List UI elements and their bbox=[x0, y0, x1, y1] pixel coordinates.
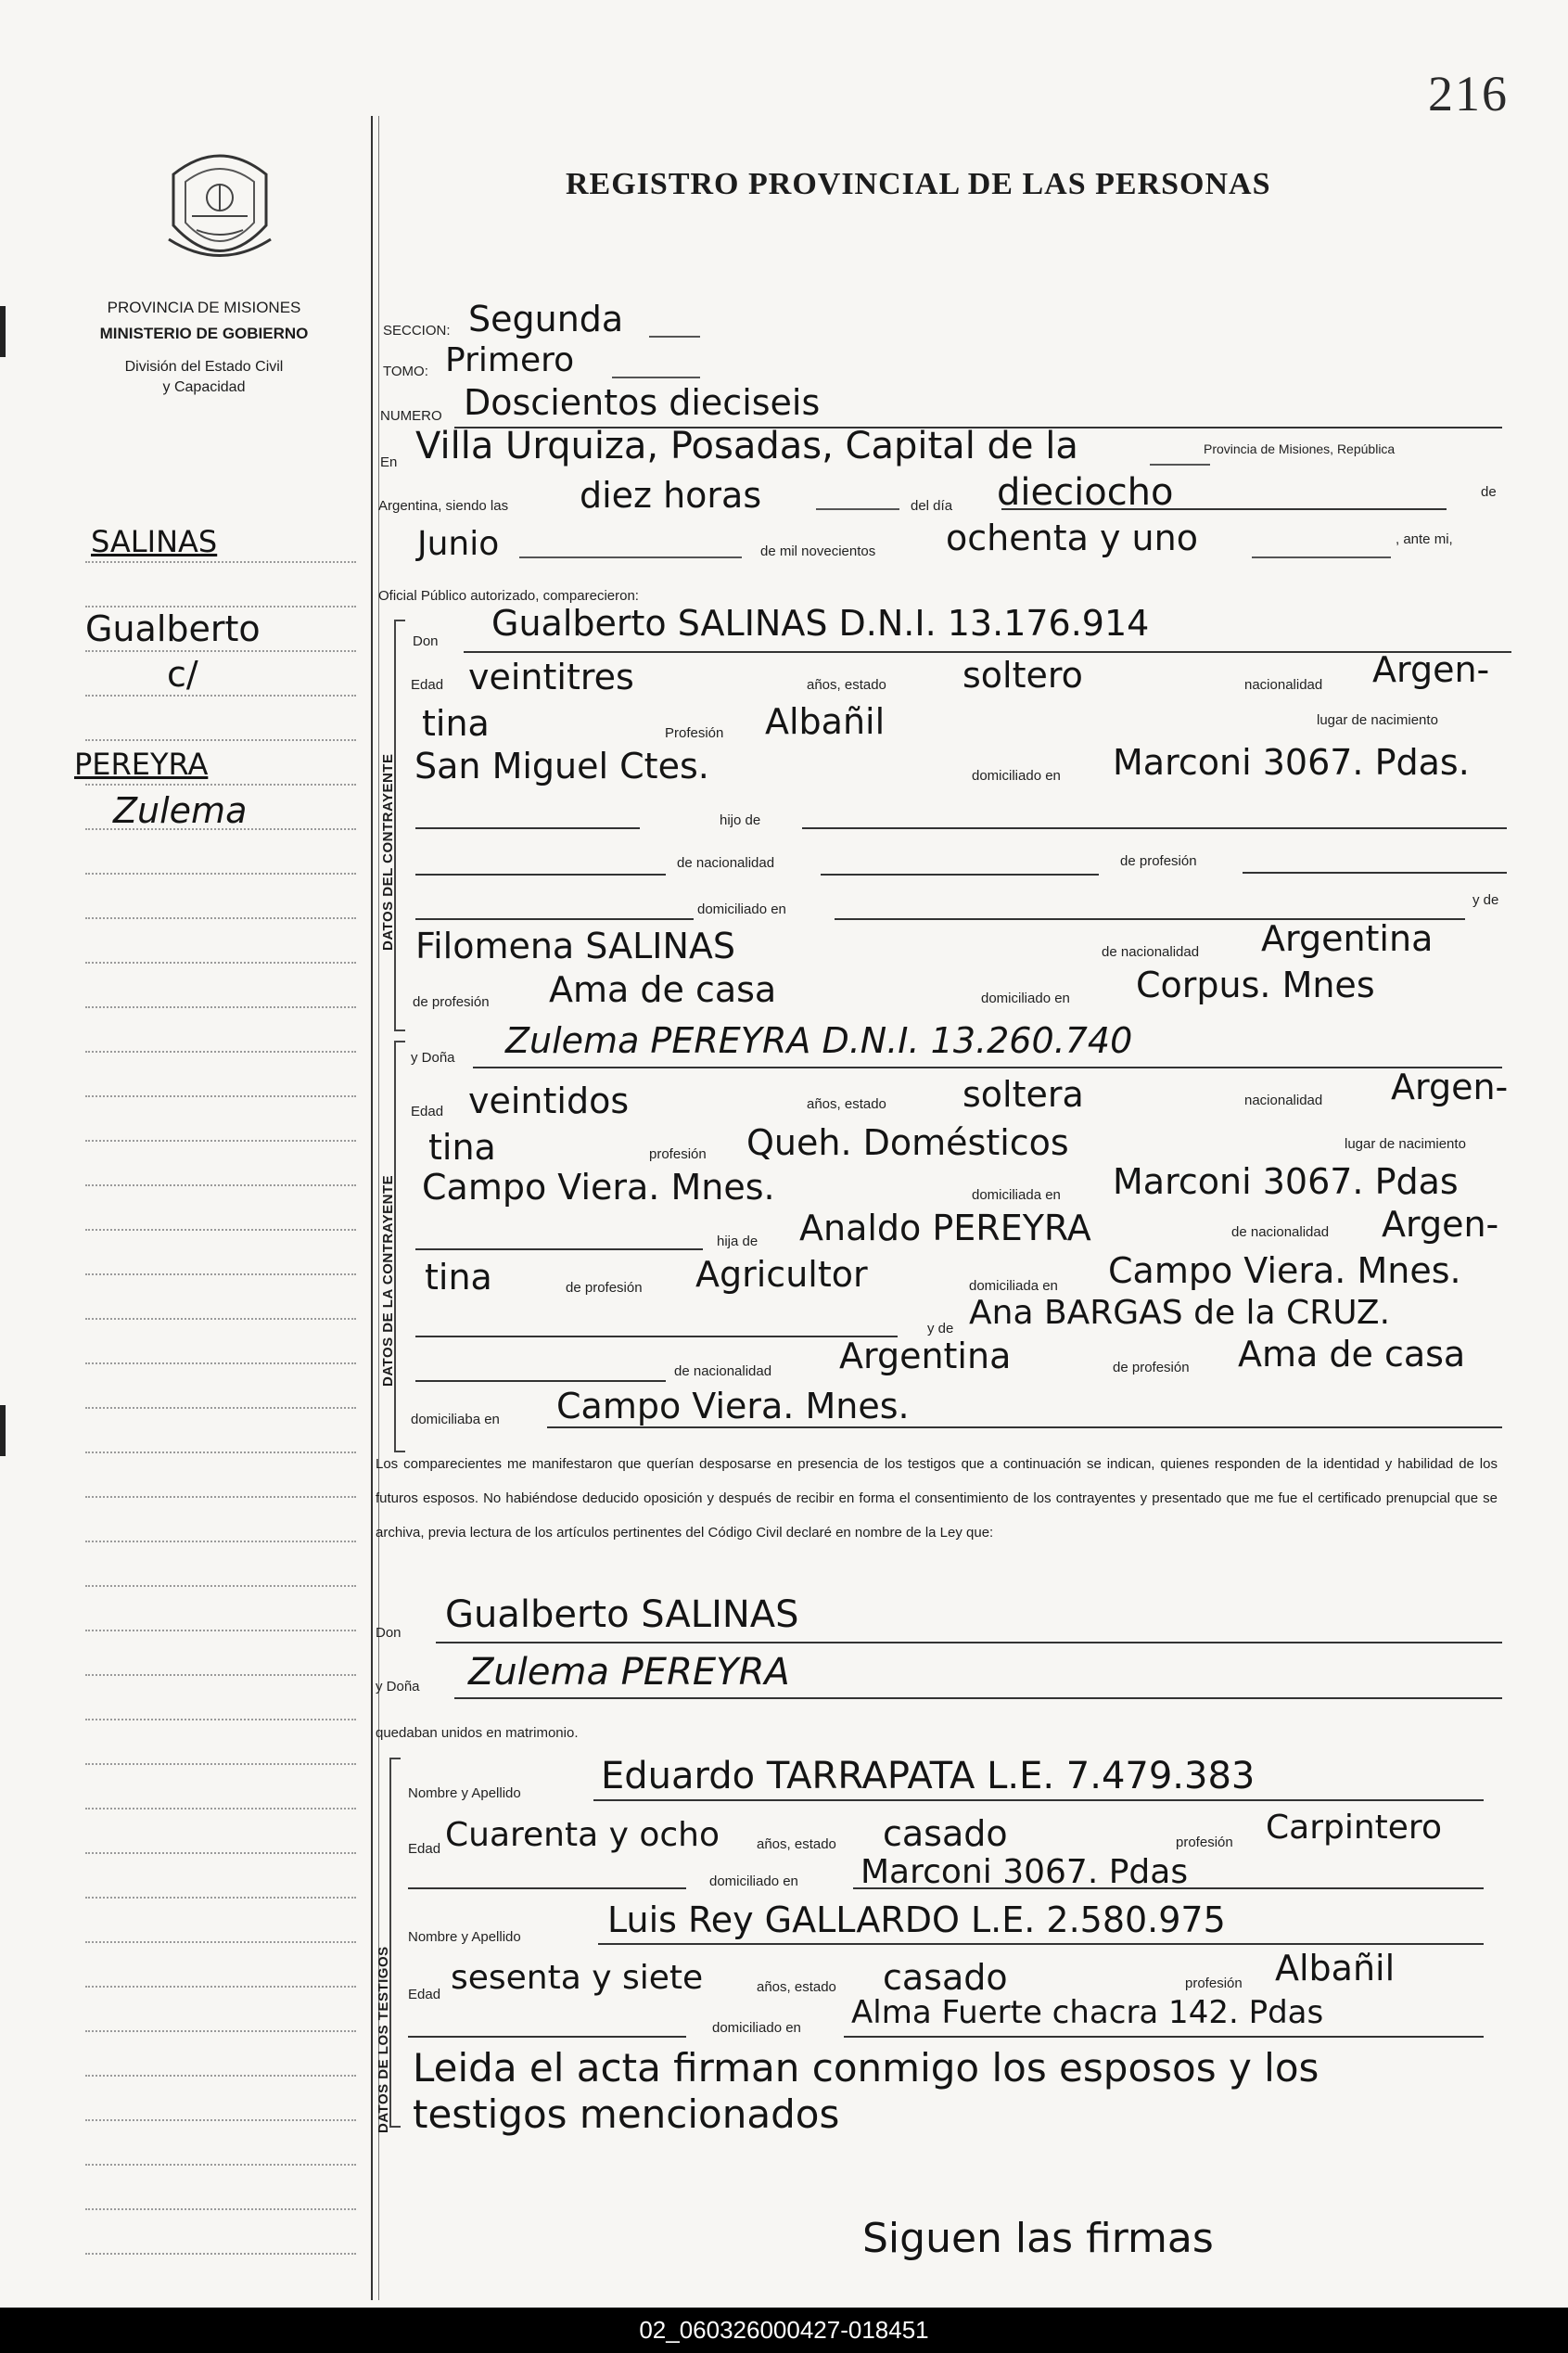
value-bride-name: Zulema PEREYRA D.N.I. 13.260.740 bbox=[505, 1020, 1133, 1061]
value-bride-father: Analdo PEREYRA bbox=[799, 1208, 1091, 1248]
rule-line bbox=[598, 1943, 1484, 1945]
fill-line bbox=[1150, 464, 1210, 466]
margin-dotted-line bbox=[85, 1006, 356, 1008]
value-witness2-profession: Albañil bbox=[1275, 1948, 1396, 1989]
label-de: de bbox=[1481, 484, 1497, 500]
rule-line bbox=[415, 827, 640, 829]
rule-line bbox=[415, 1380, 666, 1382]
rule-line bbox=[436, 1642, 1502, 1643]
label-en: En bbox=[380, 454, 398, 470]
label-nombre-apellido: Nombre y Apellido bbox=[408, 1785, 521, 1801]
value-groom-profession: Albañil bbox=[765, 701, 886, 742]
label-hija-de: hija de bbox=[717, 1234, 759, 1249]
rule-line bbox=[415, 1248, 703, 1250]
value-bride-mother-address: Campo Viera. Mnes. bbox=[556, 1386, 910, 1426]
label-ante-mi: , ante mi, bbox=[1396, 531, 1453, 547]
value-bride-status: soltera bbox=[962, 1074, 1084, 1115]
margin-dotted-line bbox=[85, 2253, 356, 2255]
label-domiciliado-en-3: domiciliado en bbox=[981, 991, 1070, 1006]
value-declared-groom: Gualberto SALINAS bbox=[445, 1593, 799, 1636]
rule-line bbox=[1243, 872, 1507, 874]
fill-line bbox=[519, 556, 742, 558]
value-anio: ochenta y uno bbox=[946, 518, 1198, 558]
margin-dotted-line bbox=[85, 1986, 356, 1988]
value-bride-mother: Ana BARGAS de la CRUZ. bbox=[969, 1294, 1391, 1332]
value-witness1-age: Cuarenta y ocho bbox=[445, 1816, 720, 1854]
label-hijo-de: hijo de bbox=[720, 812, 761, 828]
value-seccion: Segunda bbox=[468, 299, 624, 339]
label-y-de-2: y de bbox=[927, 1321, 954, 1336]
label-quedaban-unidos: quedaban unidos en matrimonio. bbox=[376, 1725, 579, 1741]
rule-line bbox=[454, 1697, 1502, 1699]
rule-line bbox=[415, 918, 694, 920]
label-profesion-2: profesión bbox=[649, 1146, 707, 1162]
label-provincia-republica: Provincia de Misiones, República bbox=[1204, 441, 1396, 456]
value-groom-address: Marconi 3067. Pdas. bbox=[1113, 742, 1470, 783]
margin-dotted-line bbox=[85, 1496, 356, 1498]
label-de-nacionalidad-2: de nacionalidad bbox=[1102, 944, 1200, 960]
margin-dotted-line bbox=[85, 1362, 356, 1364]
label-anos-estado-2: años, estado bbox=[807, 1096, 886, 1112]
margin-dotted-line bbox=[85, 1229, 356, 1231]
institution-province: PROVINCIA DE MISIONES bbox=[107, 299, 301, 316]
label-domiciliaba-en: domiciliaba en bbox=[411, 1412, 500, 1427]
label-edad-2: Edad bbox=[411, 1104, 444, 1119]
label-domiciliado-en: domiciliado en bbox=[972, 768, 1061, 784]
label-domiciliada-en-2: domiciliada en bbox=[969, 1278, 1058, 1294]
margin-dotted-line bbox=[85, 606, 356, 607]
value-bride-mother-profession: Ama de casa bbox=[1238, 1334, 1466, 1375]
margin-dotted-line bbox=[85, 650, 356, 652]
document-title: REGISTRO PROVINCIAL DE LAS PERSONAS bbox=[566, 167, 1271, 201]
label-seccion: SECCION: bbox=[383, 323, 451, 339]
value-groom-nationality-b: tina bbox=[422, 703, 490, 744]
label-domiciliado-en-5: domiciliado en bbox=[712, 2020, 801, 2036]
value-witness2-address: Alma Fuerte chacra 142. Pdas bbox=[851, 1994, 1324, 2031]
value-groom-mother-nationality: Argentina bbox=[1261, 918, 1434, 959]
label-edad-4: Edad bbox=[408, 1987, 441, 2002]
margin-dotted-line bbox=[85, 695, 356, 697]
value-bride-father-address: Campo Viera. Mnes. bbox=[1108, 1250, 1461, 1291]
value-bride-father-nationality-b: tina bbox=[425, 1257, 492, 1298]
rule-line bbox=[473, 1067, 1502, 1068]
label-profesion: Profesión bbox=[665, 725, 724, 741]
label-y-dona-2: y Doña bbox=[376, 1679, 420, 1694]
label-de-profesion-2: de profesión bbox=[413, 994, 490, 1010]
rule-line bbox=[408, 1887, 686, 1889]
rule-line bbox=[464, 651, 1511, 653]
label-nombre-apellido-2: Nombre y Apellido bbox=[408, 1929, 521, 1945]
rule-line bbox=[415, 1336, 898, 1337]
value-groom-mother: Filomena SALINAS bbox=[415, 926, 736, 966]
margin-dotted-line bbox=[85, 1140, 356, 1142]
margin-dotted-line bbox=[85, 1318, 356, 1320]
label-domiciliada-en: domiciliada en bbox=[972, 1187, 1061, 1203]
label-anos-estado: años, estado bbox=[807, 677, 886, 693]
label-anos-estado-4: años, estado bbox=[757, 1979, 836, 1995]
value-groom-mother-profession: Ama de casa bbox=[549, 969, 777, 1010]
label-de-profesion-4: de profesión bbox=[1113, 1360, 1190, 1375]
label-profesion-4: profesión bbox=[1185, 1976, 1243, 1991]
label-oficial-publico: Oficial Público autorizado, comparecieron: bbox=[378, 588, 639, 604]
label-de-nacionalidad: de nacionalidad bbox=[677, 855, 775, 871]
label-don: Don bbox=[413, 633, 439, 649]
value-bride-nationality-a: Argen- bbox=[1391, 1067, 1509, 1107]
margin-dotted-line bbox=[85, 1719, 356, 1720]
rule-line bbox=[593, 1799, 1484, 1801]
section-label-witnesses: DATOS DE LOS TESTIGOS bbox=[376, 1946, 391, 2133]
rule-line bbox=[547, 1426, 1502, 1428]
margin-dotted-line bbox=[85, 2164, 356, 2166]
margin-dotted-line bbox=[85, 561, 356, 563]
fill-line bbox=[1252, 556, 1391, 558]
margin-conjunction: c/ bbox=[167, 654, 198, 695]
value-numero: Doscientos dieciseis bbox=[464, 382, 821, 423]
value-bride-mother-nationality: Argentina bbox=[839, 1336, 1012, 1376]
value-groom-name: Gualberto SALINAS D.N.I. 13.176.914 bbox=[491, 603, 1150, 644]
value-declared-bride: Zulema PEREYRA bbox=[468, 1651, 790, 1694]
value-bride-age: veintidos bbox=[468, 1081, 630, 1121]
value-groom-birthplace: San Miguel Ctes. bbox=[414, 746, 709, 786]
margin-name-bride: Zulema bbox=[113, 790, 248, 831]
margin-dotted-line bbox=[85, 1051, 356, 1053]
binding-mark bbox=[0, 306, 6, 357]
margin-dotted-line bbox=[85, 1941, 356, 1943]
label-lugar-nacimiento-2: lugar de nacimiento bbox=[1345, 1136, 1466, 1152]
value-groom-status: soltero bbox=[962, 655, 1083, 696]
margin-dotted-line bbox=[85, 1585, 356, 1587]
fill-line bbox=[612, 377, 700, 378]
value-witness1-status: casado bbox=[883, 1813, 1008, 1854]
label-de-nacionalidad-3: de nacionalidad bbox=[1231, 1224, 1330, 1240]
section-label-bride: DATOS DE LA CONTRAYENTE bbox=[380, 1174, 396, 1387]
value-groom-age: veintitres bbox=[468, 657, 634, 697]
margin-dotted-line bbox=[85, 1095, 356, 1097]
margin-dotted-line bbox=[85, 1451, 356, 1453]
rule-line bbox=[1001, 508, 1447, 510]
margin-rule bbox=[371, 116, 373, 2300]
margin-dotted-line bbox=[85, 2208, 356, 2210]
rule-line bbox=[853, 1887, 1484, 1889]
margin-name-groom: Gualberto bbox=[85, 608, 261, 649]
rule-line bbox=[415, 874, 666, 876]
label-don-2: Don bbox=[376, 1625, 402, 1641]
label-edad-3: Edad bbox=[408, 1841, 441, 1857]
institution-division-line2: y Capacidad bbox=[162, 379, 246, 395]
value-mes: Junio bbox=[417, 525, 500, 563]
value-bride-father-nationality-a: Argen- bbox=[1382, 1204, 1499, 1245]
rule-line bbox=[802, 827, 1507, 829]
margin-dotted-line bbox=[85, 1808, 356, 1810]
label-argentina-siendo: Argentina, siendo las bbox=[378, 498, 509, 514]
declaration-paragraph: Los comparecientes me manifestaron que querían desposarse en presencia de los testigos que a continuación se indican, quienes responden de la identidad y habilidad de los futuros esposos. No habiéndose deducido oposición y después de recibir en forma el consentimiento de los contrayentes y presentado que me fue el certificado prenupcial que se archiva, previa lectura de los artículos pertinentes del Código Civil declaré en nombre de la Ley que: bbox=[376, 1456, 1498, 1541]
value-witness1-profession: Carpintero bbox=[1266, 1809, 1442, 1847]
label-de-mil-novecientos: de mil novecientos bbox=[760, 543, 876, 559]
margin-dotted-line bbox=[85, 1541, 356, 1542]
label-domiciliado-en-2: domiciliado en bbox=[697, 902, 786, 917]
margin-dotted-line bbox=[85, 1407, 356, 1409]
margin-dotted-line bbox=[85, 962, 356, 964]
label-nacionalidad: nacionalidad bbox=[1244, 677, 1323, 693]
label-tomo: TOMO: bbox=[383, 364, 428, 379]
value-bride-nationality-b: tina bbox=[428, 1127, 496, 1168]
fill-line bbox=[649, 336, 700, 338]
margin-dotted-line bbox=[85, 1852, 356, 1854]
value-groom-nationality-a: Argen- bbox=[1372, 649, 1490, 690]
label-edad: Edad bbox=[411, 677, 444, 693]
binding-mark bbox=[0, 1405, 6, 1456]
label-del-dia: del día bbox=[911, 498, 953, 514]
label-y-de: y de bbox=[1472, 892, 1499, 908]
value-bride-birthplace: Campo Viera. Mnes. bbox=[422, 1167, 775, 1208]
label-anos-estado-3: años, estado bbox=[757, 1836, 836, 1852]
label-profesion-3: profesión bbox=[1176, 1835, 1233, 1850]
rule-line bbox=[408, 2036, 686, 2038]
label-lugar-nacimiento: lugar de nacimiento bbox=[1317, 712, 1438, 728]
margin-dotted-line bbox=[85, 1763, 356, 1765]
rule-line bbox=[844, 2036, 1484, 2038]
folio-number: 216 bbox=[1428, 66, 1509, 121]
value-witness2-age: sesenta y siete bbox=[451, 1959, 704, 1997]
institution-division-line1: División del Estado Civil bbox=[124, 359, 284, 375]
value-bride-address: Marconi 3067. Pdas bbox=[1113, 1161, 1459, 1202]
margin-dotted-line bbox=[85, 2030, 356, 2032]
signatures-follow-note: Siguen las firmas bbox=[862, 2215, 1214, 2262]
coat-of-arms-seal bbox=[159, 147, 280, 272]
label-domiciliado-en-4: domiciliado en bbox=[709, 1873, 798, 1889]
image-id-bar: 02_060326000427-018451 bbox=[0, 2308, 1568, 2353]
label-numero: NUMERO bbox=[380, 408, 442, 424]
margin-dotted-line bbox=[85, 784, 356, 786]
fill-line bbox=[816, 508, 899, 510]
margin-surname-groom: SALINAS bbox=[91, 524, 218, 559]
label-de-profesion-3: de profesión bbox=[566, 1280, 643, 1296]
margin-dotted-line bbox=[85, 2119, 356, 2121]
rule-line bbox=[821, 874, 1099, 876]
label-nacionalidad-2: nacionalidad bbox=[1244, 1093, 1323, 1108]
note-line1: Leida el acta firman conmigo los esposos y los bbox=[413, 2045, 1319, 2091]
margin-dotted-line bbox=[85, 917, 356, 919]
value-bride-father-profession: Agricultor bbox=[695, 1254, 868, 1295]
value-bride-profession: Queh. Domésticos bbox=[746, 1122, 1069, 1163]
value-hora: diez horas bbox=[580, 475, 762, 516]
value-witness2-name: Luis Rey GALLARDO L.E. 2.580.975 bbox=[607, 1899, 1226, 1940]
margin-dotted-line bbox=[85, 1630, 356, 1631]
margin-dotted-line bbox=[85, 873, 356, 875]
value-witness2-status: casado bbox=[883, 1957, 1008, 1998]
section-label-groom: DATOS DEL CONTRAYENTE bbox=[380, 753, 396, 951]
margin-dotted-line bbox=[85, 2075, 356, 2077]
margin-dotted-line bbox=[85, 1273, 356, 1275]
value-witness1-name: Eduardo TARRAPATA L.E. 7.479.383 bbox=[601, 1755, 1256, 1797]
institution-ministry: MINISTERIO DE GOBIERNO bbox=[99, 325, 309, 342]
value-tomo: Primero bbox=[445, 341, 575, 379]
margin-dotted-line bbox=[85, 1674, 356, 1676]
institution-division bbox=[56, 357, 352, 398]
label-de-profesion: de profesión bbox=[1120, 853, 1197, 869]
margin-surname-bride: PEREYRA bbox=[74, 747, 209, 782]
margin-dotted-line bbox=[85, 1897, 356, 1899]
value-groom-mother-address: Corpus. Mnes bbox=[1136, 965, 1375, 1005]
label-de-nacionalidad-4: de nacionalidad bbox=[674, 1363, 772, 1379]
margin-dotted-line bbox=[85, 1184, 356, 1186]
margin-dotted-line bbox=[85, 739, 356, 741]
value-dia: dieciocho bbox=[997, 471, 1174, 514]
value-witness1-address: Marconi 3067. Pdas bbox=[860, 1853, 1189, 1891]
label-y-dona: y Doña bbox=[411, 1050, 455, 1066]
value-lugar: Villa Urquiza, Posadas, Capital de la bbox=[415, 425, 1078, 467]
note-line2: testigos mencionados bbox=[413, 2091, 840, 2137]
